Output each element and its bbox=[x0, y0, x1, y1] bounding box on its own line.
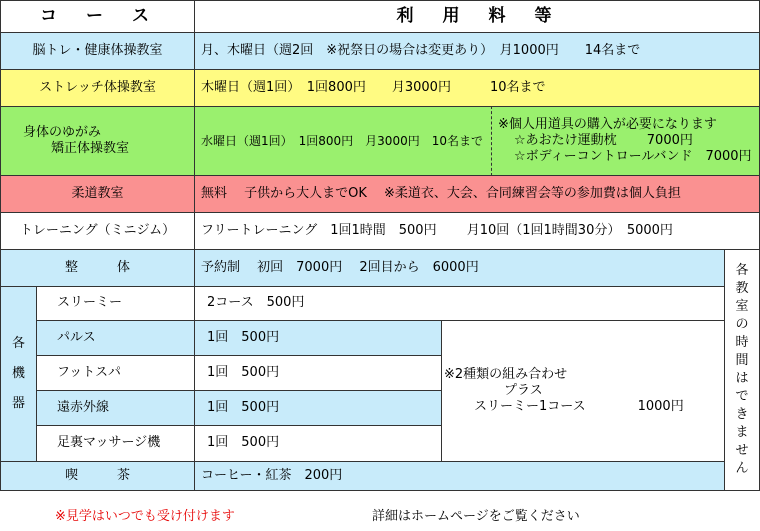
row-judo-fee: 無料 子供から大人までOK ※柔道衣、大会、合同練習会等の参加費は個人負担 bbox=[194, 175, 760, 213]
side-note-char: せ bbox=[735, 443, 749, 458]
combo-note-line3: スリーミー1コース 1000円 bbox=[474, 399, 684, 415]
machine-item-fee: 1回 500円 bbox=[194, 425, 442, 462]
machine-item-fee: 1回 500円 bbox=[194, 390, 442, 426]
header-fee: 利 用 料 等 bbox=[194, 0, 760, 33]
row-posture-name-line1: 身体のゆがみ bbox=[23, 124, 102, 140]
row-posture-note-line3: ☆ボディーコントロールバンド 7000円 bbox=[514, 149, 752, 165]
machine-item-name: パルス bbox=[36, 320, 195, 356]
row-stretch-fee: 木曜日（週1回） 1回800円 月3000円 10名まで bbox=[194, 69, 760, 107]
row-posture-note-line1: ※個人用道具の購入が必要になります bbox=[498, 116, 717, 132]
machine-item-name: 足裏マッサージ機 bbox=[36, 425, 195, 462]
row-training-fee: フリートレーニング 1回1時間 500円 月10回（1回1時間30分） 5000円 bbox=[194, 212, 760, 250]
row-cafe-name: 喫 茶 bbox=[0, 461, 195, 491]
row-posture-name bbox=[0, 106, 195, 176]
side-note-char: き bbox=[735, 407, 749, 422]
side-note-char: ん bbox=[735, 461, 749, 476]
footer-details-note: 詳細はホームページをご覧ください bbox=[372, 509, 580, 524]
side-note bbox=[724, 249, 760, 491]
machines-label-char: 器 bbox=[11, 396, 25, 411]
combo-note-line1: ※2種類の組み合わせ bbox=[444, 366, 568, 382]
machine-item-fee: 2コース 500円 bbox=[194, 286, 725, 321]
side-note-char: は bbox=[735, 371, 749, 386]
side-note-char: 各 bbox=[735, 263, 749, 278]
combo-note bbox=[441, 320, 725, 462]
machine-item-name: フットスパ bbox=[36, 355, 195, 391]
machines-label bbox=[0, 286, 37, 462]
machine-item-fee: 1回 500円 bbox=[194, 355, 442, 391]
machine-item-name: スリーミー bbox=[36, 286, 195, 321]
side-note-char: 教 bbox=[735, 281, 749, 296]
side-note-char: の bbox=[735, 317, 749, 332]
row-seitai-name: 整 体 bbox=[0, 249, 195, 287]
side-note-char: 間 bbox=[735, 353, 749, 368]
row-posture-note bbox=[491, 106, 760, 176]
header-course: コ ー ス bbox=[0, 0, 195, 33]
row-posture-fee: 水曜日（週1回） 1回800円 月3000円 10名まで bbox=[194, 106, 492, 176]
footer-visit-note: ※見学はいつでも受け付けます bbox=[55, 509, 235, 524]
row-stretch-name: ストレッチ体操教室 bbox=[0, 69, 195, 107]
row-training-name: トレーニング（ミニジム） bbox=[0, 212, 195, 250]
row-cafe-fee: コーヒー・紅茶 200円 bbox=[194, 461, 725, 491]
row-brain-fee: 月、木曜日（週2回 ※祝祭日の場合は変更あり） 月1000円 14名まで bbox=[194, 32, 760, 70]
row-seitai-fee: 予約制 初回 7000円 2回目から 6000円 bbox=[194, 249, 725, 287]
row-brain-name: 脳トレ・健康体操教室 bbox=[0, 32, 195, 70]
row-posture-note-line2: ☆あおたけ運動枕 7000円 bbox=[514, 132, 693, 148]
side-note-char: 室 bbox=[735, 299, 749, 314]
side-note-char: で bbox=[735, 389, 749, 404]
machine-item-fee: 1回 500円 bbox=[194, 320, 442, 356]
side-note-char: ま bbox=[735, 425, 749, 440]
row-posture-name-line2: 矯正体操教室 bbox=[51, 141, 130, 156]
combo-note-line2: プラス bbox=[504, 382, 543, 398]
machines-label-char: 各 bbox=[11, 336, 25, 351]
machine-item-name: 遠赤外線 bbox=[36, 390, 195, 426]
side-note-char: 時 bbox=[735, 335, 749, 350]
row-judo-name: 柔道教室 bbox=[0, 175, 195, 213]
machines-label-char: 機 bbox=[11, 366, 25, 381]
